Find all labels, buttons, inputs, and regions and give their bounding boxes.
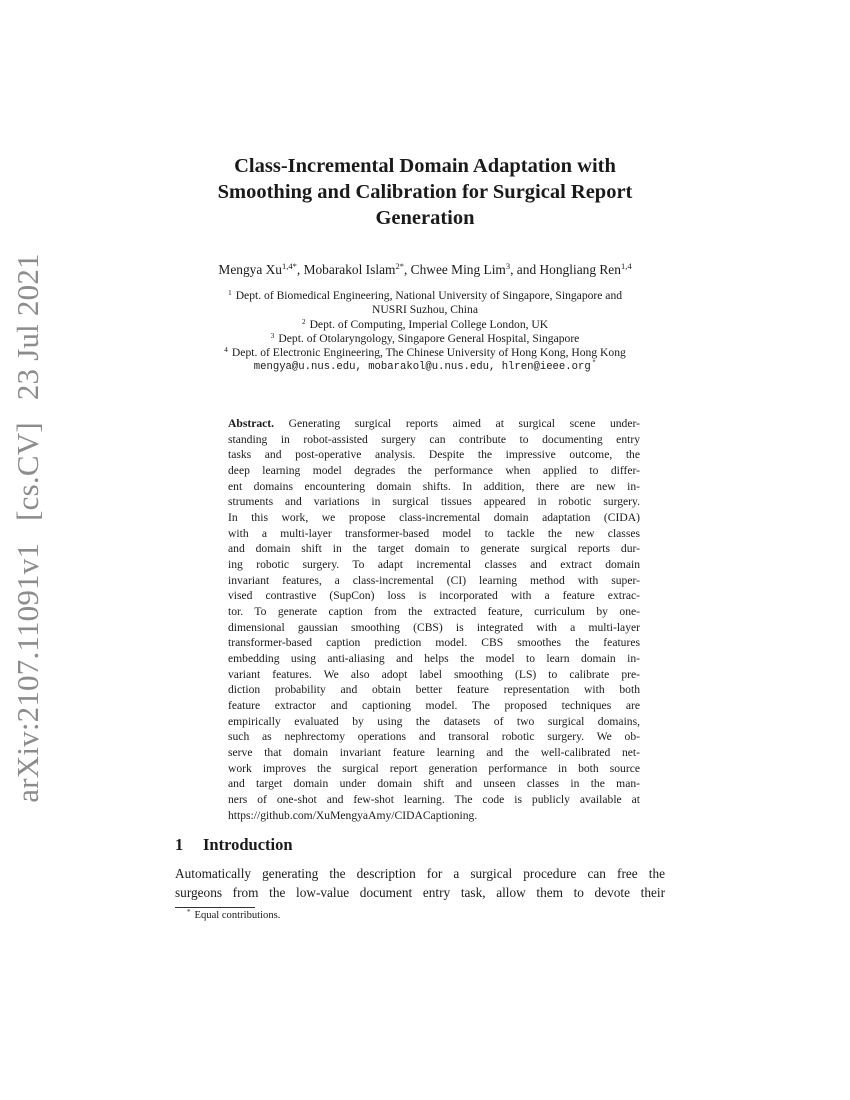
body-line: surgeons from the low-value document entry task, allow them to devote their xyxy=(175,884,665,900)
author-name: Hongliang Ren xyxy=(539,262,621,277)
abstract-line: work improves the surgical report generation performance in both source xyxy=(228,761,640,775)
abstract-line: tasks and post-operative analysis. Despite the impressive outcome, the xyxy=(228,448,640,462)
email-list: mengya@u.nus.edu, mobarakol@u.nus.edu, hlren@ieee.org xyxy=(253,361,591,374)
author-name: Mengya Xu xyxy=(218,262,282,277)
abstract-line: ners of one-shot and few-shot learning. The code is publicly available at xyxy=(228,793,640,807)
affil-mark: 3 xyxy=(270,330,275,340)
abstract-line: tor. To generate caption from the extracted feature, curriculum by one- xyxy=(228,605,640,619)
footnote xyxy=(187,909,280,922)
affil-text: Dept. of Otolaryngology, Singapore General Hospital, Singapore xyxy=(278,331,580,345)
abstract-line: empirically evaluated by using the datasets of two surgical domains, xyxy=(228,714,640,728)
section-heading xyxy=(175,835,293,855)
abstract-line: standing in robot-assisted surgery can contribute to documenting entry xyxy=(228,432,640,446)
affiliations xyxy=(150,289,700,375)
affil-text: Dept. of Computing, Imperial College London, UK xyxy=(309,317,549,331)
title-line: Class-Incremental Domain Adaptation with xyxy=(234,155,616,177)
affiliation xyxy=(150,289,700,303)
arxiv-date: 23 Jul 2021 xyxy=(10,253,45,401)
section-title: Introduction xyxy=(203,835,293,854)
email-mark: * xyxy=(591,360,597,369)
author-affil-mark: 1,4* xyxy=(282,261,297,271)
abstract-line: serve that domain invariant feature learning and the well-calibrated net- xyxy=(228,746,640,760)
abstract-line: ent domains encountering domain shifts. In addition, there are new in- xyxy=(228,479,640,493)
author-separator: , xyxy=(403,262,411,277)
affiliation xyxy=(150,346,700,360)
affil-mark: 2 xyxy=(301,316,306,326)
author-affil-mark: 1,4 xyxy=(620,261,632,271)
title-line: Smoothing and Calibration for Surgical Report xyxy=(217,181,633,203)
arxiv-stamp xyxy=(10,253,46,802)
footnote-text: Equal contributions. xyxy=(194,910,281,921)
abstract-line: variant features. We also adopt label smoothing (LS) to calibrate pre- xyxy=(228,667,640,681)
abstract-line: deep learning model degrades the performance when applied to differ- xyxy=(228,464,640,478)
intro-paragraph xyxy=(175,865,665,902)
footnote-mark: * xyxy=(187,908,191,916)
title-line: Generation xyxy=(375,207,475,229)
abstract-line: dimensional gaussian smoothing (CBS) is integrated with a multi-layer xyxy=(228,620,640,634)
abstract xyxy=(228,416,640,823)
body-line: Automatically generating the description for a surgical procedure can free the xyxy=(175,866,665,881)
abstract-line: In this work, we propose class-incremental domain adaptation (CIDA) xyxy=(228,511,640,525)
abstract-line: and target domain under domain shift and unseen classes in the man- xyxy=(228,777,640,791)
author-separator: , xyxy=(296,262,304,277)
affil-text: Dept. of Electronic Engineering, The Chinese University of Hong Kong, Hong Kong xyxy=(231,346,626,360)
section-number: 1 xyxy=(175,835,184,854)
affil-text: Dept. of Biomedical Engineering, National University of Singapore, Singapore and xyxy=(235,289,623,302)
author-separator: , and xyxy=(510,262,540,277)
author-affil-mark: 2* xyxy=(395,261,404,271)
abstract-line: struments and variations in surgical tissues appeared in robotic surgery. xyxy=(228,495,640,509)
arxiv-id: arXiv:2107.11091v1 xyxy=(10,542,45,803)
affil-mark: 4 xyxy=(224,345,228,355)
abstract-line: transformer-based caption prediction model. CBS smoothes the features xyxy=(228,636,640,650)
abstract-line: with a multi-layer transformer-based model to tackle the new classes xyxy=(228,526,640,540)
abstract-line: feature extractor and captioning model. The proposed techniques are xyxy=(228,699,640,713)
author-name: Chwee Ming Lim xyxy=(410,262,506,277)
abstract-line: such as nephrectomy operations and transoral robotic surgery. We ob- xyxy=(228,730,640,744)
arxiv-category: [cs.CV] xyxy=(10,422,45,521)
abstract-line xyxy=(228,416,640,432)
author-emails xyxy=(150,360,700,374)
author-list xyxy=(150,262,700,278)
abstract-line: embedding using anti-aliasing and helps the model to learn domain in- xyxy=(228,652,640,666)
affil-mark: 1 xyxy=(227,288,232,297)
abstract-label: Abstract. xyxy=(228,417,275,430)
author-affil-mark: 3 xyxy=(505,261,511,271)
author-name: Mobarakol Islam xyxy=(303,262,396,277)
abstract-line: diction probability and obtain better feature representation with both xyxy=(228,683,640,697)
paper-title xyxy=(150,153,700,231)
affiliation-cont: NUSRI Suzhou, China xyxy=(372,303,478,317)
abstract-line: invariant features, a class-incremental (CI) learning method with super- xyxy=(228,573,640,587)
affiliation xyxy=(150,332,700,346)
abstract-line: vised contrastive (SupCon) loss is incorporated with a feature extrac- xyxy=(228,589,640,603)
code-link[interactable]: https://github.com/XuMengyaAmy/CIDACaptioning. xyxy=(228,808,478,822)
abstract-line: and domain shift in the target domain to generate surgical reports dur- xyxy=(228,542,640,556)
affiliation xyxy=(150,318,700,332)
abstract-line: ing robotic surgery. To adapt incremental classes and extract domain xyxy=(228,558,640,572)
abstract-text: Generating surgical reports aimed at surgical scene under- xyxy=(274,417,640,430)
